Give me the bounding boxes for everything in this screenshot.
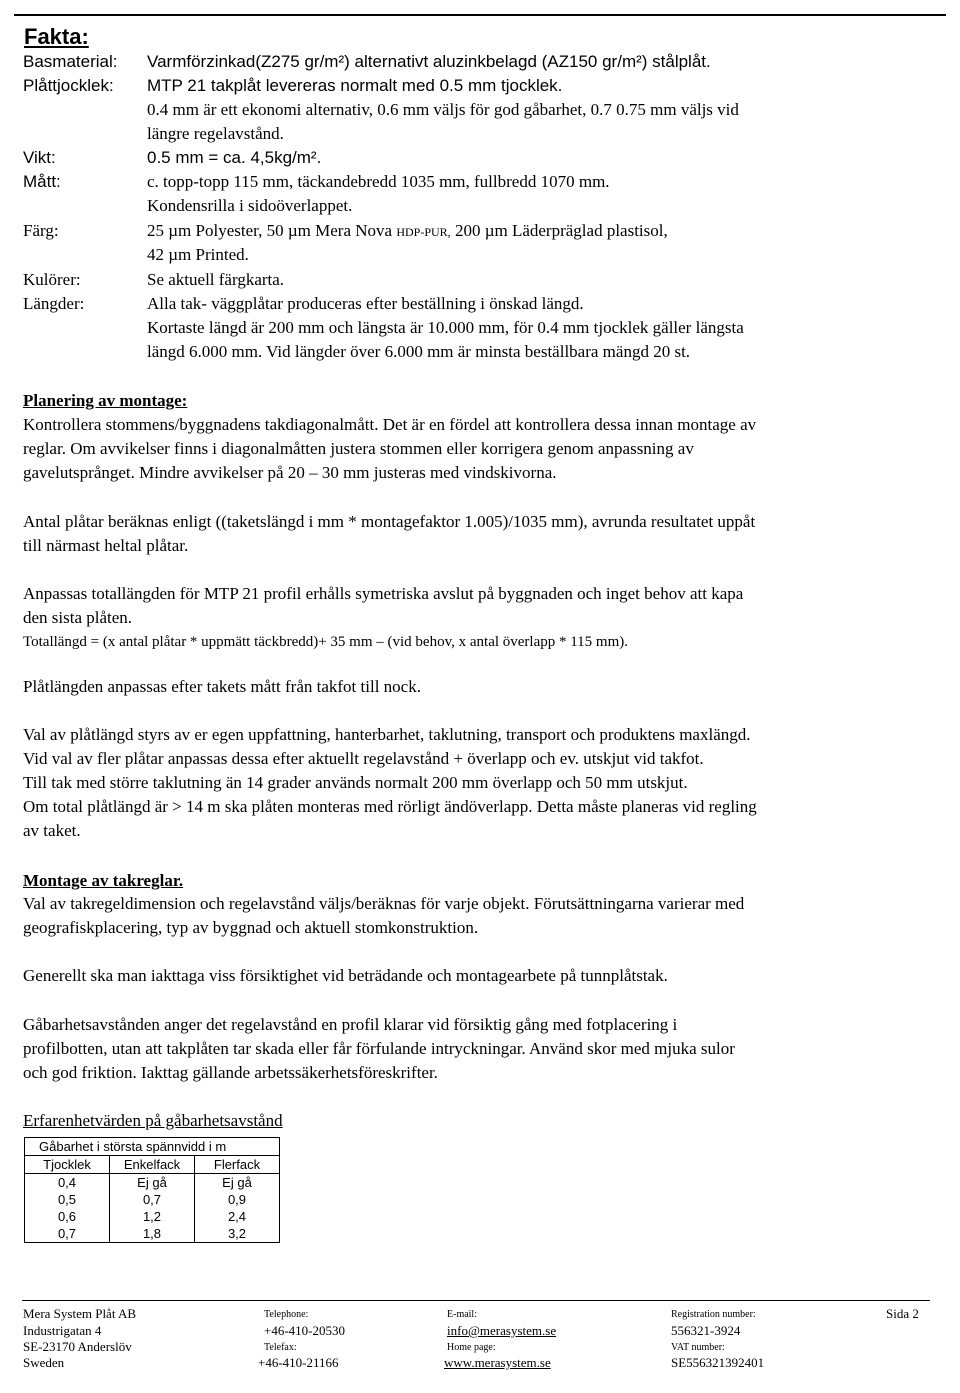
fact-value-platttjocklek-3: längre regelavstånd. <box>147 124 284 143</box>
montage-p3-line1: Gåbarhetsavstånden anger det regelavstånd en profil klarar vid försiktig gång med fotplacering i <box>23 1015 678 1034</box>
farg-part-b: 200 µm Läderpräglad plastisol, <box>454 221 668 240</box>
montage-p3-line3: och god friktion. Iakttag gällande arbetssäkerhetsföreskrifter. <box>23 1063 438 1082</box>
table-header-enkelfack: Enkelfack <box>110 1156 195 1174</box>
top-rule <box>14 14 946 16</box>
footer-reg-label: Registration number: <box>671 1309 756 1320</box>
gabarhet-table <box>24 1137 280 1243</box>
table-header-flerfack: Flerfack <box>195 1156 280 1174</box>
planering-heading: Planering av montage: <box>23 391 188 410</box>
table-header-tjocklek: Tjocklek <box>25 1156 110 1174</box>
planering-p5-line2: Vid val av fler plåtar anpassas dessa efter aktuellt regelavstånd + överlapp och ev. utskjut vid takfot. <box>23 749 704 768</box>
footer-company-postal: SE-23170 Anderslöv <box>23 1339 132 1354</box>
footer-company-country: Sweden <box>23 1355 65 1370</box>
planering-p1-line1: Kontrollera stommens/byggnadens takdiagonalmått. Det är en fördel att kontrollera dessa innan montage av <box>23 415 757 434</box>
table-cell: 0,7 <box>25 1225 110 1243</box>
planering-p3-line1: Anpassas totallängden för MTP 21 profil erhålls symetriska avslut på byggnaden och inget behov att kapa <box>23 584 744 603</box>
planering-p5-line5: av taket. <box>23 821 81 840</box>
fact-value-farg-2: 42 µm Printed. <box>147 245 249 264</box>
fact-value-platttjocklek-2: 0.4 mm är ett ekonomi alternativ, 0.6 mm väljs för god gåbarhet, 0.7 0.75 mm väljs vid <box>147 100 739 119</box>
footer-vat-number: SE556321392401 <box>671 1355 765 1370</box>
footer-email-label: E-mail: <box>447 1309 477 1320</box>
farg-part-small: HDP-PUR, <box>396 225 451 239</box>
fact-label-matt: Mått: <box>23 172 61 191</box>
fact-label-farg: Färg: <box>23 221 59 240</box>
planering-p3-line2: den sista plåten. <box>23 608 133 627</box>
table-caption: Gåbarhet i största spännvidd i m <box>25 1138 280 1156</box>
footer-home-label: Home page: <box>447 1342 496 1353</box>
erfarenhet-heading: Erfarenhetvärden på gåbarhetsavstånd <box>23 1111 283 1130</box>
table-cell: 1,2 <box>110 1208 195 1225</box>
planering-p5-line3: Till tak med större taklutning än 14 grader används normalt 200 mm överlapp och 50 mm utskjut. <box>23 773 688 792</box>
montage-p1-line2: geografiskplacering, typ av byggnad och aktuell stomkonstruktion. <box>23 918 479 937</box>
montage-p2: Generellt ska man iakttaga viss försiktighet vid beträdande och montagearbete på tunnplåtstak. <box>23 966 668 985</box>
montage-heading: Montage av takreglar. <box>23 871 184 890</box>
fact-label-kulorer: Kulörer: <box>23 270 81 289</box>
fact-label-platttjocklek: Plåttjocklek: <box>23 76 114 95</box>
table-cell: Ej gå <box>195 1174 280 1192</box>
fact-value-platttjocklek-1: MTP 21 takplåt levereras normalt med 0.5 mm tjocklek. <box>147 76 563 95</box>
footer-telephone-label: Telephone: <box>264 1309 309 1320</box>
footer-telefax: +46-410-21166 <box>258 1355 339 1370</box>
footer-telephone: +46-410-20530 <box>264 1323 345 1338</box>
table-cell: 0,4 <box>25 1174 110 1192</box>
table-cell: 0,7 <box>110 1191 195 1208</box>
planering-p2-line2: till närmast heltal plåtar. <box>23 536 189 555</box>
fact-value-langder-2: Kortaste längd är 200 mm och längsta är 10.000 mm, för 0.4 mm tjocklek gäller längsta <box>147 318 744 337</box>
footer-email-link[interactable]: info@merasystem.se <box>447 1323 557 1338</box>
planering-p5-line4: Om total plåtlängd är > 14 m ska plåten monteras med rörligt ändöverlapp. Detta måste planeras vid regling <box>23 797 757 816</box>
fact-value-kulorer: Se aktuell färgkarta. <box>147 270 285 289</box>
fact-value-langder-3: längd 6.000 mm. Vid längder över 6.000 mm är minsta beställbara mängd 20 st. <box>147 342 691 361</box>
planering-p2-line1: Antal plåtar beräknas enligt ((taketslängd i mm * montagefaktor 1.005)/1035 mm), avrunda resultatet uppåt <box>23 512 756 531</box>
planering-p1-line3: gavelutsprånget. Mindre avvikelser på 20 – 30 mm justeras med vindskivorna. <box>23 463 557 482</box>
fact-value-basmaterial: Varmförzinkad(Z275 gr/m²) alternativt aluzinkbelagd (AZ150 gr/m²) stålplåt. <box>147 52 711 71</box>
fact-label-vikt: Vikt: <box>23 148 56 167</box>
footer-company-name: Mera System Plåt AB <box>23 1306 137 1321</box>
table-cell: 0,5 <box>25 1191 110 1208</box>
footer-reg-number: 556321-3924 <box>671 1323 741 1338</box>
montage-p3-line2: profilbotten, utan att takplåten tar skada eller får förfulande intryckningar. Använd skor med mjuka sulor <box>23 1039 735 1058</box>
planering-p3-formula: Totallängd = (x antal plåtar * uppmätt täckbredd)+ 35 mm – (vid behov, x antal överlapp * 115 mm). <box>23 634 629 650</box>
table-cell: Ej gå <box>110 1174 195 1192</box>
footer-home-link[interactable]: www.merasystem.se <box>444 1355 551 1370</box>
farg-part-a: 25 µm Polyester, 50 µm Mera Nova <box>147 221 393 240</box>
fact-value-farg-1 <box>147 221 668 242</box>
montage-p1-line1: Val av takregeldimension och regelavstånd väljs/beräknas för varje objekt. Förutsättningarna varierar med <box>23 894 745 913</box>
footer-vat-label: VAT number: <box>671 1342 725 1353</box>
footer-company-street: Industrigatan 4 <box>23 1323 102 1338</box>
table-cell: 3,2 <box>195 1225 280 1243</box>
table-cell: 0,9 <box>195 1191 280 1208</box>
table-cell: 1,8 <box>110 1225 195 1243</box>
fact-value-matt-2: Kondensrilla i sidoöverlappet. <box>147 196 353 215</box>
table-cell: 2,4 <box>195 1208 280 1225</box>
fact-value-matt-1: c. topp-topp 115 mm, täckandebredd 1035 mm, fullbredd 1070 mm. <box>147 172 610 191</box>
footer-telefax-label: Telefax: <box>264 1342 297 1353</box>
fact-value-vikt: 0.5 mm = ca. 4,5kg/m². <box>147 148 322 167</box>
footer-rule <box>22 1300 930 1301</box>
table-cell: 0,6 <box>25 1208 110 1225</box>
fact-label-langder: Längder: <box>23 294 85 313</box>
planering-p1-line2: reglar. Om avvikelser finns i diagonalmåtten justera stommen eller korrigera genom anpassning av <box>23 439 694 458</box>
facts-heading: Fakta: <box>24 24 89 49</box>
page-number: Sida 2 <box>886 1306 919 1321</box>
planering-p5-line1: Val av plåtlängd styrs av er egen uppfattning, hanterbarhet, taklutning, transport och produktens maxlängd. <box>23 725 751 744</box>
fact-value-langder-1: Alla tak- väggplåtar produceras efter beställning i önskad längd. <box>147 294 584 313</box>
planering-p4: Plåtlängden anpassas efter takets mått från takfot till nock. <box>23 677 421 696</box>
fact-label-basmaterial: Basmaterial: <box>23 52 118 71</box>
